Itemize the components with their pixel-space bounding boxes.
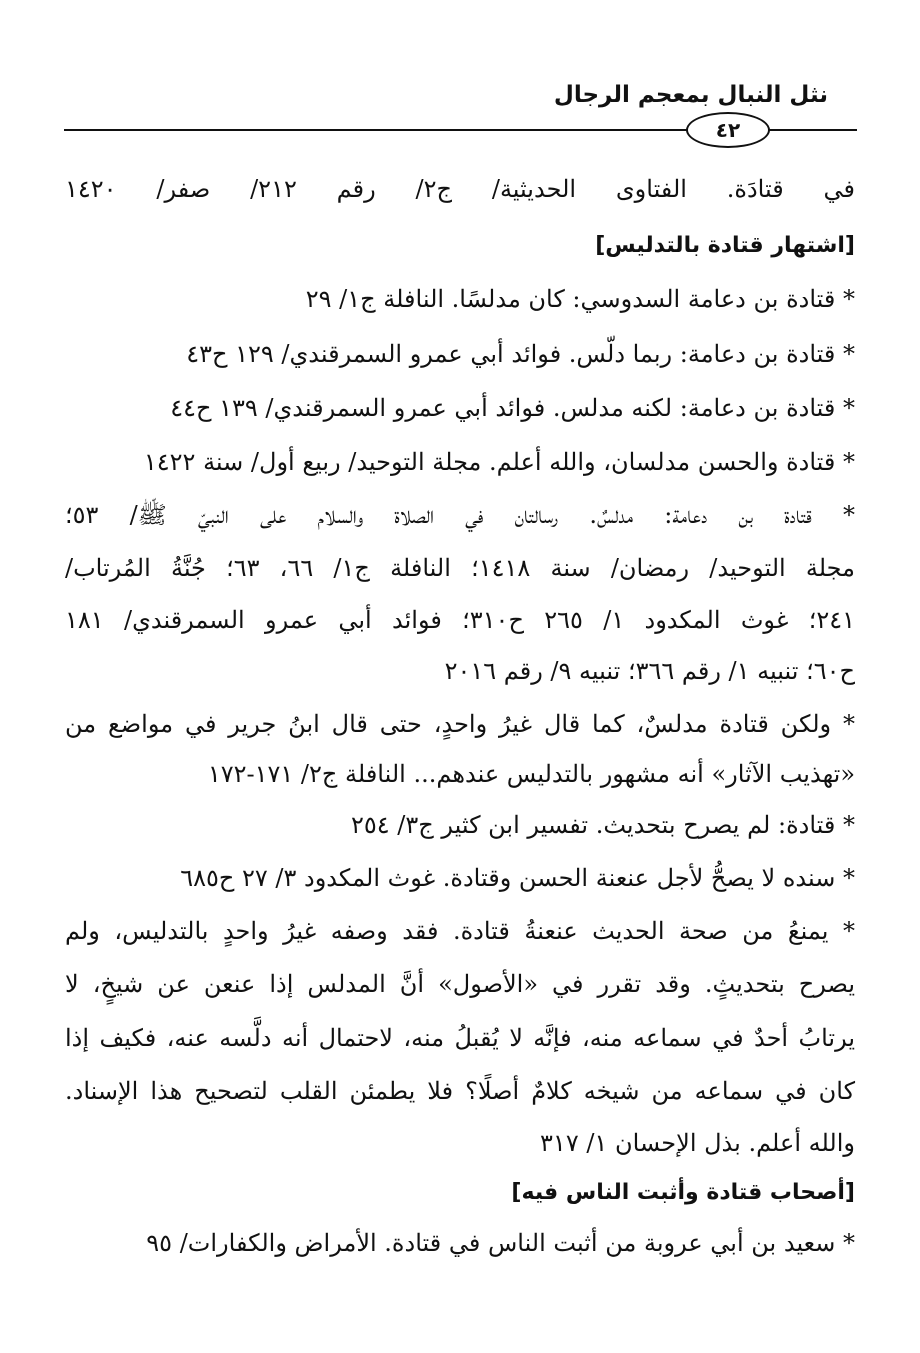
text-line: ح٦٠؛ تنبيه ١/ رقم ٣٦٦؛ تنبيه ٩/ رقم ٢٠١٦ — [444, 657, 855, 685]
text-line: يصرح بتحديثٍ. وقد تقرر في «الأصول» أنَّ المدلس إذا عنعن عن شيخٍ، لا — [65, 970, 855, 998]
text-line: * قتادة بن دعامة: مدلسٌ. رسالتان في الصلاة والسلام على النبيّ ﷺ/ ٥٣؛ — [65, 501, 855, 529]
text-line: في قتادَة. الفتاوى الحديثية/ ج٢/ رقم ٢١٢/ صفر/ ١٤٢٠ — [65, 175, 855, 203]
section-heading: [أصحاب قتادة وأثبت الناس فيه] — [511, 1180, 855, 1205]
text-line: * قتادة بن دعامة: لكنه مدلس. فوائد أبي عمرو السمرقندي/ ١٣٩ ح٤٤ — [170, 394, 855, 422]
text-line: * ولكن قتادة مدلسٌ، كما قال غيرُ واحدٍ، حتى قال ابنُ جرير في مواضع من — [65, 710, 855, 738]
running-header-title: نثل النبال بمعجم الرجال — [553, 82, 828, 108]
text-line: ٢٤١؛ غوث المكدود ١/ ٢٦٥ ح٣١٠؛ فوائد أبي عمرو السمرقندي/ ١٨١ — [65, 606, 855, 634]
text-line: * قتادة بن دعامة السدوسي: كان مدلسًا. النافلة ج١/ ٢٩ — [305, 285, 855, 313]
text-line: * سنده لا يصحُّ لأجل عنعنة الحسن وقتادة. غوث المكدود ٣/ ٢٧ ح٦٨٥ — [180, 864, 855, 892]
text-line: * سعيد بن أبي عروبة من أثبت الناس في قتادة. الأمراض والكفارات/ ٩٥ — [146, 1229, 855, 1257]
text-line: والله أعلم. بذل الإحسان ١/ ٣١٧ — [540, 1129, 855, 1157]
text-line: * قتادة بن دعامة: ربما دلّس. فوائد أبي عمرو السمرقندي/ ١٢٩ ح٤٣ — [186, 340, 855, 368]
section-heading: [اشتهار قتادة بالتدليس] — [595, 233, 855, 258]
text-line: «تهذيب الآثار» أنه مشهور بالتدليس عندهم... النافلة ج٢/ ١٧١-١٧٢ — [207, 760, 855, 788]
text-line: * يمنعُ من صحة الحديث عنعنةُ قتادة. فقد وصفه غيرُ واحدٍ بالتدليس، ولم — [65, 917, 855, 945]
text-line: * قتادة: لم يصرح بتحديث. تفسير ابن كثير ج٣/ ٢٥٤ — [350, 811, 855, 839]
page-number: ٤٢ — [686, 112, 770, 148]
text-line: * قتادة والحسن مدلسان، والله أعلم. مجلة التوحيد/ ربيع أول/ سنة ١٤٢٢ — [143, 448, 855, 476]
text-line: كان في سماعه من شيخه كلامٌ أصلًا؟ فلا يطمئن القلب لتصحيح هذا الإسناد. — [65, 1077, 855, 1105]
text-line: مجلة التوحيد/ رمضان/ سنة ١٤١٨؛ النافلة ج١/ ٦٦، ٦٣؛ جُنَّةُ المُرتاب/ — [65, 554, 856, 582]
text-line: يرتابُ أحدٌ في سماعه منه، فإنَّه لا يُقبلُ منه، لاحتمال أنه دلَّسه عنه، فكيف إذا — [65, 1024, 855, 1052]
